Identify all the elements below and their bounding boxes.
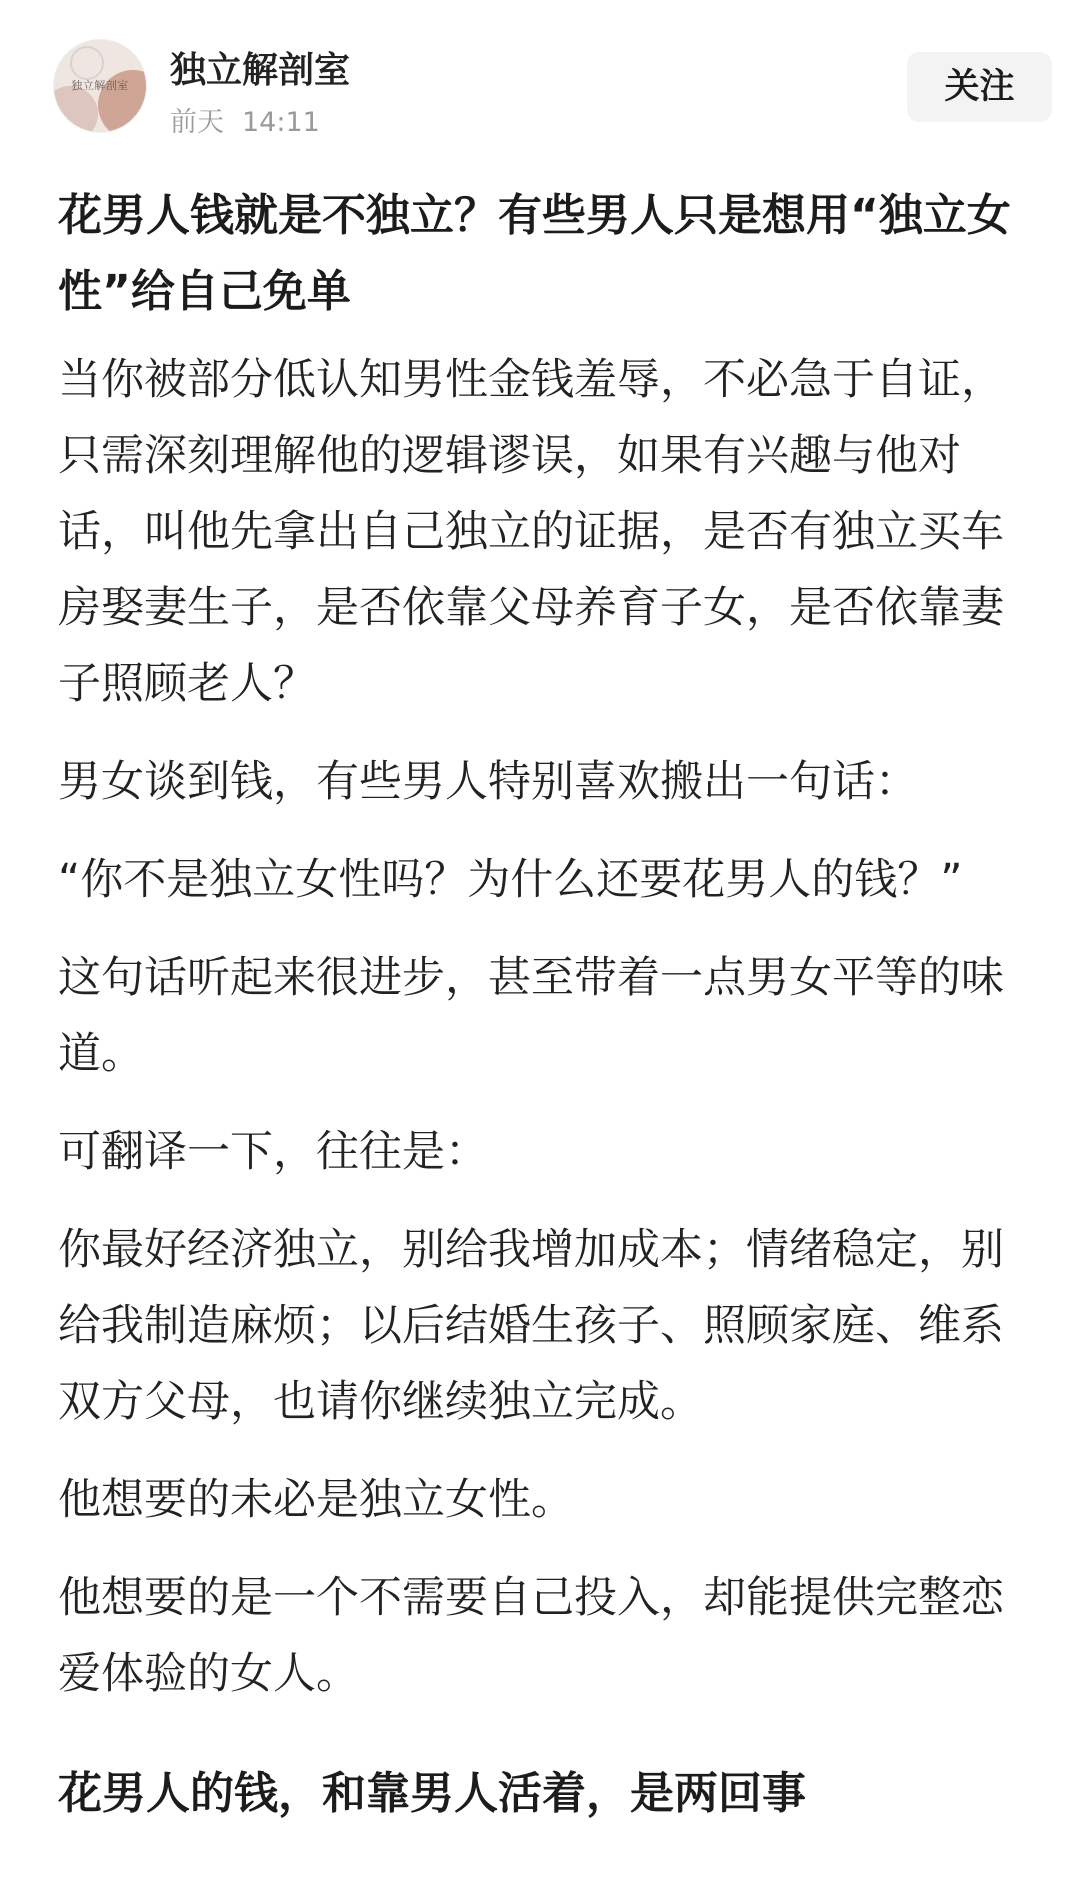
article-paragraph: 男女谈到钱，有些男人特别喜欢搬出一句话： [58, 757, 918, 807]
article-paragraph: 他想要的未必是独立女性。 [58, 1475, 574, 1525]
section-heading: 花男人的钱，和靠男人活着，是两回事 [58, 1768, 806, 1819]
article-paragraph: 你最好经济独立，别给我增加成本；情绪稳定，别给我制造麻烦；以后结婚生孩子、照顾家庭、维系双方父母，也请你继续独立完成。 [58, 1225, 1004, 1427]
post-meta [170, 100, 320, 139]
author-name[interactable]: 独立解剖室 [170, 50, 351, 91]
article-paragraph: “你不是独立女性吗？为什么还要花男人的钱？” [58, 855, 963, 905]
article-paragraph: 当你被部分低认知男性金钱羞辱，不必急于自证，只需深刻理解他的逻辑谬误，如果有兴趣与他对话，叫他先拿出自己独立的证据，是否有独立买车房娶妻生子，是否依靠父母养育子女，是否依靠妻子照顾老人？ [58, 355, 1004, 709]
post-header [0, 0, 1080, 150]
post-date: 前天 [170, 107, 224, 138]
article-paragraph: 他想要的是一个不需要自己投入，却能提供完整恋爱体验的女人。 [58, 1573, 1004, 1699]
article-title: 花男人钱就是不独立？有些男人只是想用“独立女性”给自己免单 [58, 190, 1011, 317]
follow-button[interactable]: 关注 [907, 52, 1052, 122]
post-time: 14:11 [242, 107, 320, 138]
article-paragraph: 可翻译一下，往往是： [58, 1127, 488, 1177]
avatar-logo-text: 独立解剖室 [71, 79, 129, 92]
article-body [58, 178, 1028, 1832]
avatar-decoration [70, 46, 104, 80]
article-paragraph: 这句话听起来很进步，甚至带着一点男女平等的味道。 [58, 953, 1004, 1079]
avatar[interactable] [54, 40, 146, 132]
